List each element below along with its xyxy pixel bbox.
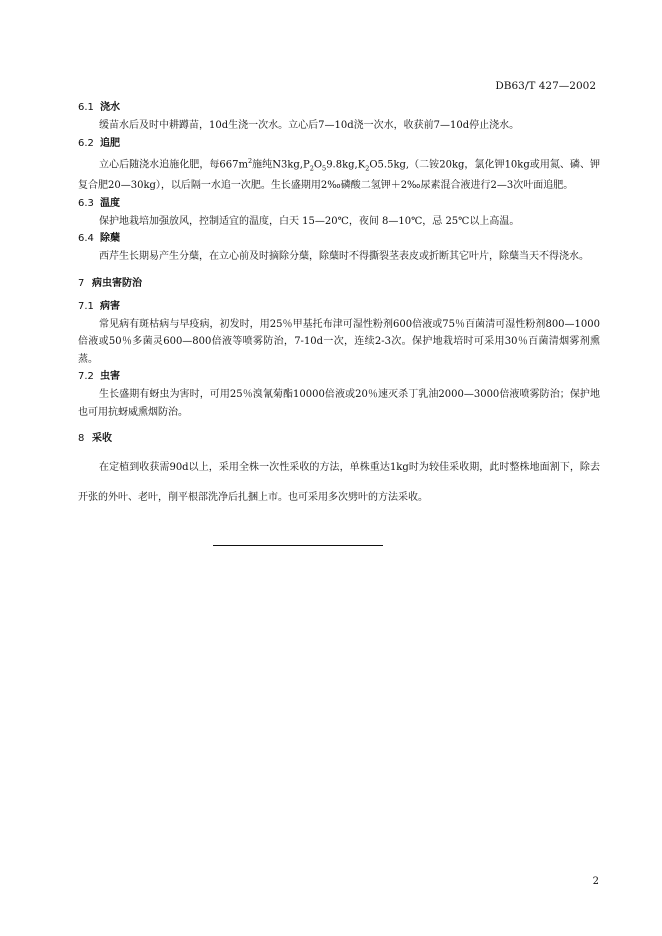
text-run: O [313, 158, 323, 170]
section-title: 浇水 [100, 102, 120, 113]
subscript: 2 [309, 163, 314, 172]
section-title: 虫害 [100, 371, 120, 383]
section-number: 6.2 [78, 137, 94, 149]
section-7-1-heading [78, 298, 600, 316]
text-run: O5.5kg,（二铵20kg，氯化钾10kg或用氮、磷、钾复合肥20—30kg），以后隔一水追一次肥。生长盛期用2‰磷酸二氢钾＋2‰尿素混合液进行2—3次叶面追肥。 [78, 158, 600, 192]
section-number: 8 [78, 433, 85, 445]
text-run: 立心后随浇水追施化肥，每667m [99, 158, 248, 170]
section-6-2-heading [78, 135, 600, 153]
section-number: 7.2 [78, 371, 94, 383]
subscript: 2 [365, 163, 370, 172]
section-6-3-heading [78, 195, 600, 213]
section-6-1-text: 缓苗水后及时中耕蹲苗，10d生浇一次水。立心后7—10d浇一次水，收获前7—10d停止浇水。 [99, 120, 520, 131]
section-6-1-heading [78, 99, 600, 117]
section-7-2-heading [78, 368, 600, 386]
section-title: 追肥 [100, 137, 120, 149]
section-title: 除蘖 [100, 233, 120, 245]
page-number: 2 [592, 876, 599, 887]
subscript: 5 [322, 163, 327, 172]
section-6-3-text: 保护地栽培加强放风，控制适宜的温度，白天 15—20℃，夜间 8—10℃，忌 25℃以上高温。 [99, 215, 520, 227]
document-code: DB63/T 427—2002 [495, 80, 596, 92]
section-number: 7.1 [78, 300, 94, 312]
section-7-heading [78, 275, 600, 293]
document-body [78, 99, 600, 513]
section-number: 7 [78, 277, 85, 289]
section-title: 病害 [100, 300, 120, 312]
section-title: 病虫害防治 [92, 277, 142, 289]
end-rule [213, 545, 383, 546]
section-number: 6.1 [78, 102, 94, 113]
section-6-4-heading [78, 230, 600, 248]
section-title: 温度 [100, 197, 120, 209]
section-number: 6.3 [78, 197, 94, 209]
section-number: 6.4 [78, 233, 94, 245]
section-6-4-text: 西芹生长期易产生分蘖，在立心前及时摘除分蘖，除蘖时不得撕裂茎表皮或折断其它叶片，除蘖当天不得浇水。 [99, 251, 589, 263]
section-8-text: 在定植到收获需90d以上，采用全株一次性采收的方法，单株重达1kg时为较佳采收期，此时整株地面割下，除去开张的外叶、老叶，削平根部洗净后扎捆上市。也可采用多次劈叶的方法采收。 [78, 462, 600, 504]
section-7-2-text: 生长盛期有蚜虫为害时，可用25％溴氰菊酯10000倍液或20％速灭杀丁乳油2000—3000倍液喷雾防治；保护地也可用抗蚜威熏烟防治。 [78, 389, 600, 418]
superscript: 2 [247, 156, 253, 165]
section-6-2-text [78, 153, 600, 195]
section-7-1-text: 常见病有斑枯病与早疫病，初发时，用25％甲基托布津可湿性粉剂600倍液或75％百菌清可湿性粉剂800—1000倍液或50％多菌灵600—800倍液等喷雾防治，7-10d一次，连续2-3次。保护地栽培时可采用30％百菌清烟雾剂熏蒸。 [78, 318, 600, 365]
section-title: 采收 [92, 433, 112, 445]
text-run: 施纯N3kg,P [252, 158, 310, 170]
text-run: 9.8kg,K [326, 158, 366, 170]
section-8-heading [78, 430, 600, 448]
